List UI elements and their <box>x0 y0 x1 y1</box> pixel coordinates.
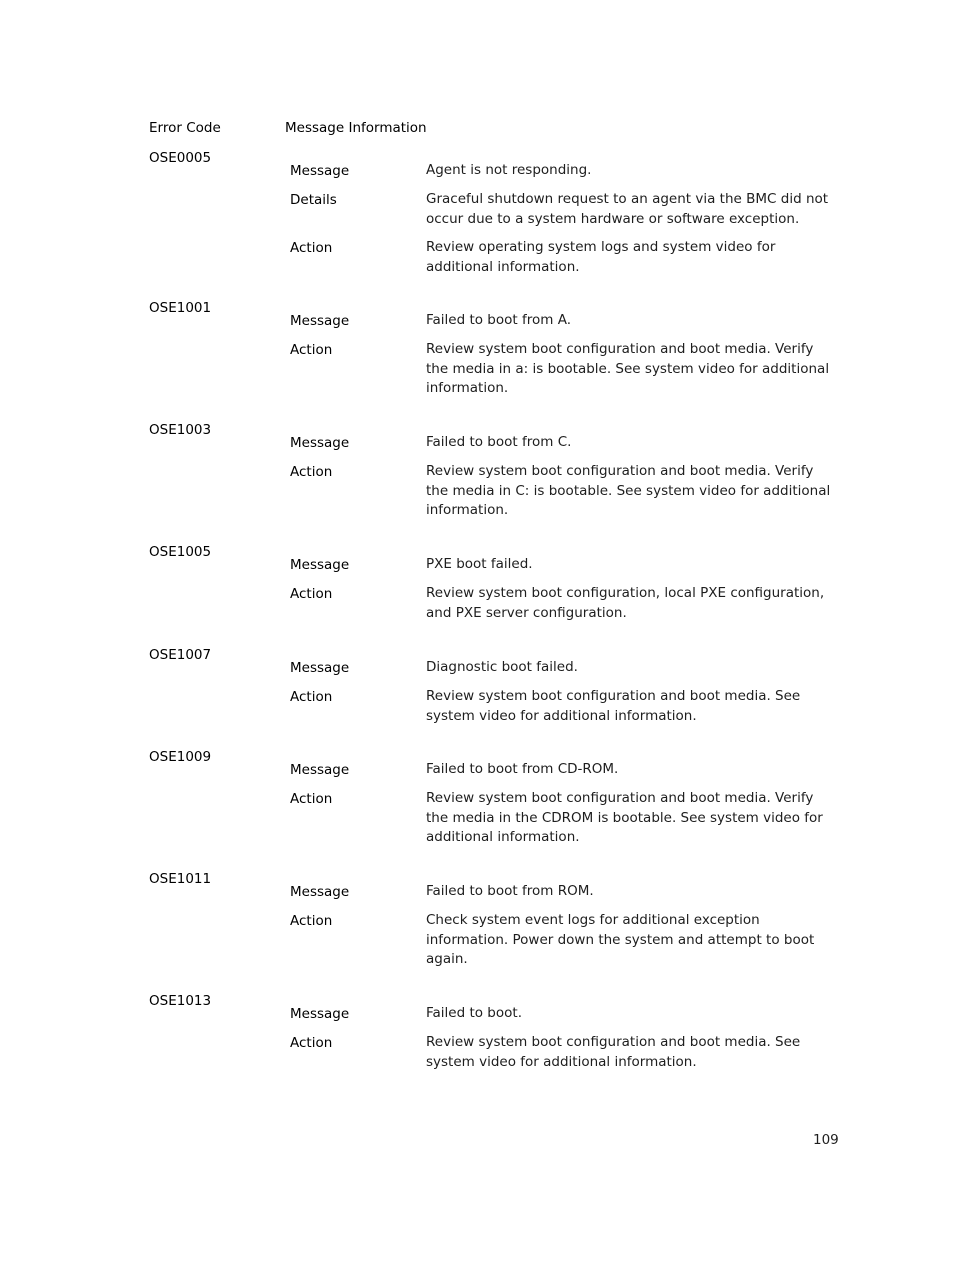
page-number: 109 <box>813 1132 839 1148</box>
field-value-action: Check system event logs for additional exception information. Power down the system and attempt to boot again. <box>426 912 815 967</box>
field-value-action: Review system boot configuration and boot media. Verify the media in the CDROM is bootable. See system video for additional information. <box>426 790 823 845</box>
field-label-message: Message <box>290 762 350 778</box>
field-value-message: PXE boot failed. <box>426 556 533 572</box>
column-header-message-information: Message Information <box>285 120 427 136</box>
error-code: OSE1007 <box>149 647 212 663</box>
field-label-message: Message <box>290 1006 350 1022</box>
error-code: OSE1011 <box>149 871 212 887</box>
field-value-message: Failed to boot from ROM. <box>426 883 594 899</box>
field-label-message: Message <box>290 660 350 676</box>
field-label-action: Action <box>290 791 333 807</box>
field-value-message: Diagnostic boot failed. <box>426 659 578 675</box>
field-value-action: Review system boot configuration and boot media. Verify the media in a: is bootable. See system video for additional information. <box>426 341 830 396</box>
field-label-action: Action <box>290 342 333 358</box>
field-label-action: Action <box>290 240 333 256</box>
field-label-action: Action <box>290 1035 333 1051</box>
field-value-action: Review operating system logs and system video for additional information. <box>426 239 776 275</box>
field-label-message: Message <box>290 435 350 451</box>
field-label-action: Action <box>290 913 333 929</box>
field-label-action: Action <box>290 464 333 480</box>
field-label-message: Message <box>290 884 350 900</box>
field-value-message: Failed to boot from A. <box>426 312 571 328</box>
field-label-action: Action <box>290 689 333 705</box>
field-label-message: Message <box>290 313 350 329</box>
field-label-message: Message <box>290 557 350 573</box>
field-label-message: Message <box>290 163 350 179</box>
field-label-action: Action <box>290 586 333 602</box>
error-code: OSE1009 <box>149 749 212 765</box>
error-code: OSE1001 <box>149 300 212 316</box>
field-value-action: Review system boot configuration and boot media. See system video for additional information. <box>426 688 801 724</box>
error-code: OSE1005 <box>149 544 212 560</box>
error-code: OSE0005 <box>149 150 212 166</box>
field-value-action: Review system boot configuration and boot media. Verify the media in C: is bootable. See system video for additional information. <box>426 463 831 518</box>
field-value-action: Review system boot configuration, local PXE configuration, and PXE server configuration. <box>426 585 825 621</box>
column-header-error-code: Error Code <box>149 120 221 136</box>
field-value-message: Failed to boot from C. <box>426 434 572 450</box>
field-value-details: Graceful shutdown request to an agent via the BMC did not occur due to a system hardware or software exception. <box>426 191 829 227</box>
field-value-action: Review system boot configuration and boot media. See system video for additional information. <box>426 1034 801 1070</box>
field-value-message: Failed to boot from CD-ROM. <box>426 761 619 777</box>
field-label-details: Details <box>290 192 337 208</box>
field-value-message: Failed to boot. <box>426 1005 522 1021</box>
field-value-message: Agent is not responding. <box>426 162 592 178</box>
error-code: OSE1013 <box>149 993 212 1009</box>
error-code: OSE1003 <box>149 422 212 438</box>
